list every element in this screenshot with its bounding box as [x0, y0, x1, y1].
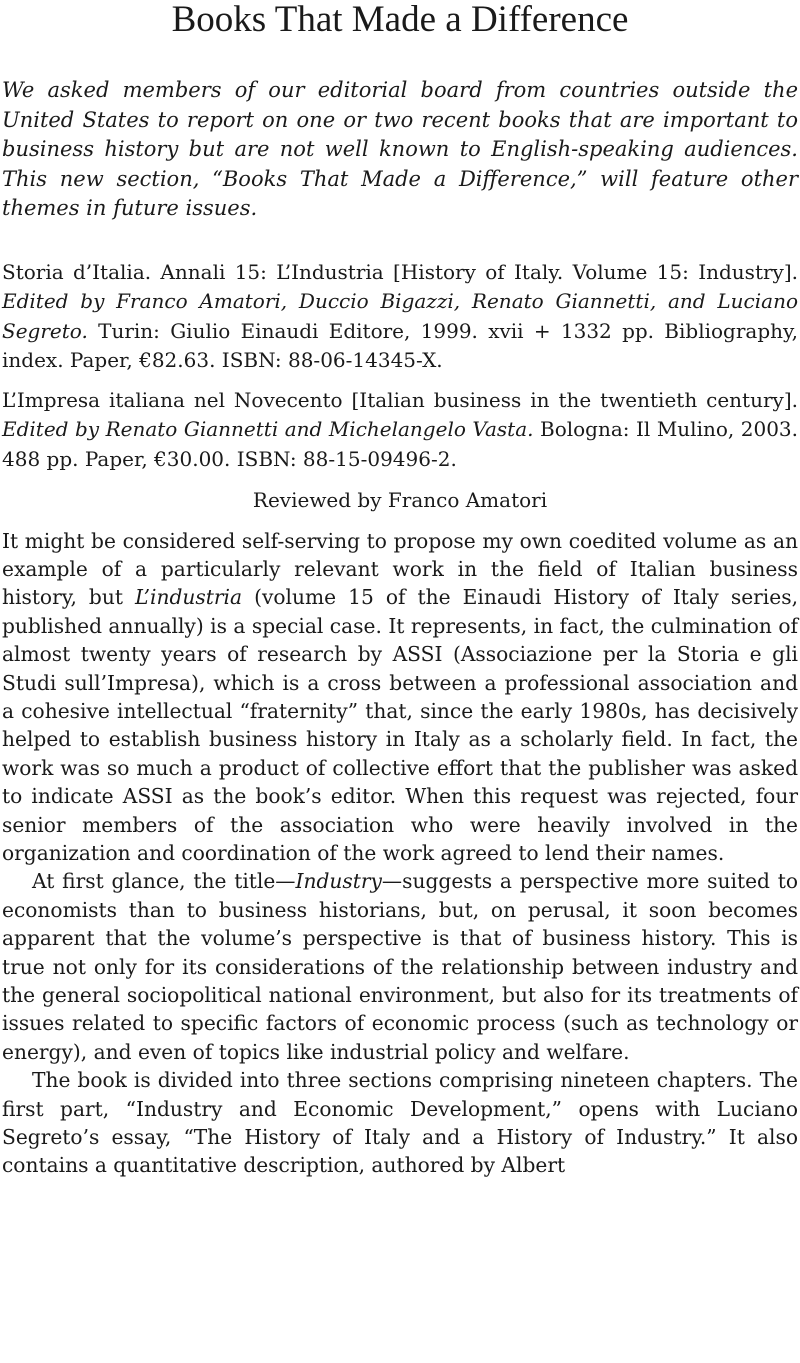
text-run: —suggests a perspective more suited to economists than to business historians, but, on perusal, it soon becomes apparent that the volume’s perspective is that of business history. This is true not only for its considerations of the relationship between industry and the general sociopolitical national environment, but also for its treatments of issues related to specific factors of economic process (such as technology or energy), and even of topics like industrial policy and welfare. — [2, 869, 798, 1064]
paragraph-2 — [2, 867, 798, 1066]
book-citation-1 — [2, 258, 798, 376]
page-title: Books That Made a Difference — [171, 0, 629, 40]
text-run: At first glance, the title— — [32, 869, 296, 894]
citation-lead: Storia d’Italia. Annali 15: L’Industria [History of Italy. Volume 15: Industry]. — [2, 259, 798, 284]
citation-editors: Edited by Franco Amatori, Duccio Bigazzi, Renato Giannetti, and Luciano Segreto. — [2, 289, 798, 343]
book-title-italic: Industry — [295, 869, 382, 894]
review-body — [2, 527, 798, 1180]
paragraph-3: The book is divided into three sections comprising nineteen chapters. The first part, “Industry and Economic Development,” opens with Luciano Segreto’s essay, “The History of Italy and a History of Industry.” It also contains a quantitative description, authored by Albert — [2, 1068, 798, 1178]
book-title-italic: L’industria — [135, 585, 243, 610]
book-citation-2 — [2, 386, 798, 475]
paragraph-1 — [2, 527, 798, 868]
citation-editors: Edited by Renato Giannetti and Michelangelo Vasta. — [2, 417, 534, 441]
reviewer-line: Reviewed by Franco Amatori — [252, 488, 548, 512]
citation-details: Turin: Giulio Einaudi Editore, 1999. xvii + 1332 pp. Bibliography, index. Paper, €82.63. ISBN: 88-06-14345-X. — [2, 318, 799, 372]
citation-details: Bologna: Il Mulino, 2003. 488 pp. Paper, €30.00. ISBN: 88-15-09496-2. — [2, 417, 798, 471]
section-intro: We asked members of our editorial board from countries outside the United States to report on one or two recent books that are important to business history but are not well known to English-speaking audiences. This new section, “Books That Made a Difference,” will feature other themes in future issues. — [2, 78, 798, 220]
citation-lead: L’Impresa italiana nel Novecento [Italian business in the twentieth century]. — [2, 387, 798, 412]
text-run: (volume 15 of the Einaudi History of Italy series, published annually) is a special case. It represents, in fact, the culmination of almost twenty years of research by ASSI (Associazione per la Storia e gli Studi sull’Impresa), which is a cross between a professional association and a cohesive intellectual “fraternity” that, since the early 1980s, has decisively helped to establish business history in Italy as a scholarly field. In fact, the work was so much a product of collective effort that the publisher was asked to indicate ASSI as the book’s editor. When this request was rejected, four senior members of the association who were heavily involved in the organization and coordination of the work agreed to lend their names. — [2, 585, 798, 865]
text-run: It might be considered self-serving to propose my own coedited volume as an example of a particularly relevant work in the field of Italian business history, but — [2, 528, 798, 610]
